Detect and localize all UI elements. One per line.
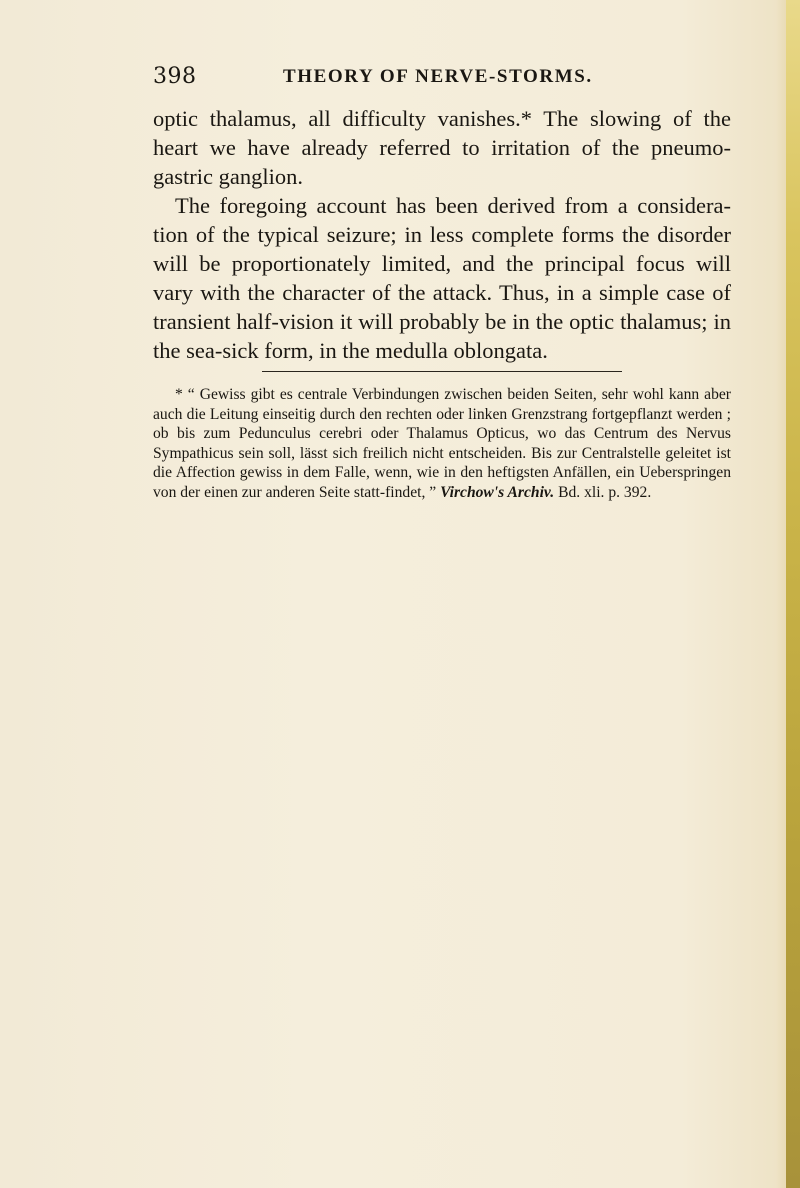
paragraph: The foregoing account has been derived from a considera-tion of the typical seizure; in less complete forms the disorder will be proportionately limited, and the principal focus will vary with the character of the attack. Thus, in a simple case of transient half-vision it will probably be in the optic thalamus; in the sea-sick form, in the medulla oblongata. (153, 193, 731, 363)
running-head: THEORY OF NERVE-STORMS. (283, 66, 593, 87)
main-text (153, 104, 731, 365)
page-header (153, 64, 713, 94)
footnote-text: * “ Gewiss gibt es centrale Verbindungen zwischen beiden Seiten, sehr wohl kann aber auch die Leitung einseitig durch den rechten oder linken Grenzstrang fortgepflanzt werden ; ob bis zum Pedunculus cerebri oder Thalamus Opticus, wo das Centrum des Nervus Sympathicus sein soll, lässt sich freilich nicht entscheiden. Bis zur Centralstelle geleitet ist die Affection gewiss in dem Falle, wenn, wie in den heftigsten Anfällen, ein Ueberspringen von der einen zur anderen Seite statt-findet, ” (153, 386, 731, 501)
footnote-rule (262, 371, 622, 372)
page-number: 398 (153, 64, 197, 89)
footnote-citation-source: Virchow's Archiv. (440, 483, 555, 501)
footnote-citation-volume: Bd. xli. p. 392. (558, 483, 652, 501)
footnote (153, 385, 731, 502)
paragraph: optic thalamus, all difficulty vanishes.* The slowing of the heart we have already referred to irritation of the pneumo-gastric ganglion. (153, 106, 731, 189)
page-edge (786, 0, 800, 1188)
